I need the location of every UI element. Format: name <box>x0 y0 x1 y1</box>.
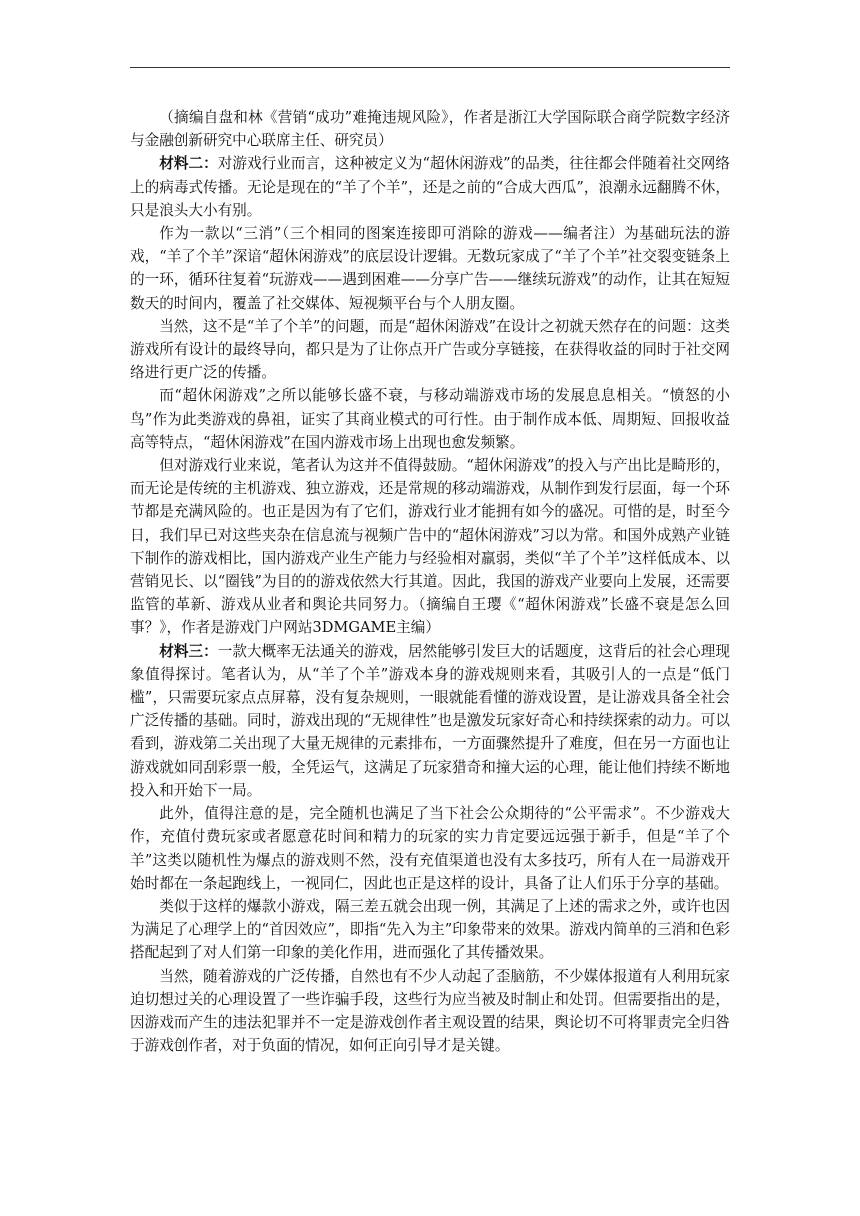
material-2-p1-text: 对游戏行业而言，这种被定义为“超休闲游戏”的品类，往往都会伴随着社交网络上的病毒式传播。无论是现在的“羊了个羊”，还是之前的“合成大西瓜”，浪潮永远翻腾不休，只是浪头大小有别。 <box>130 155 730 219</box>
material-2-paragraph-5: 但对游戏行业来说，笔者认为这并不值得鼓励。“超休闲游戏”的投入与产出比是畸形的，而无论是传统的主机游戏、独立游戏，还是常规的移动端游戏，从制作到发行层面，每一个环节都是充满风险的。也正是因为有了它们，游戏行业才能拥有如今的盛况。可惜的是，时至今日，我们早已对这些夹杂在信息流与视频广告中的“超休闲游戏”习以为常。和国外成熟产业链下制作的游戏相比，国内游戏产业生产能力与经验相对羸弱，类似“羊了个羊”这样低成本、以营销见长、以“圈钱”为目的的游戏依然大行其道。因此，我国的游戏产业要向上发展，还需要监管的革新、游戏从业者和舆论共同努力。（摘编自王璎《“超休闲游戏”长盛不衰是怎么回事？》，作者是游戏门户网站3DMGAME主编） <box>130 457 730 637</box>
material-3-label: 材料三： <box>159 642 218 660</box>
material-3-paragraph-3: 类似于这样的爆款小游戏，隔三差五就会出现一例，其满足了上述的需求之外，或许也因为满足了心理学上的“首因效应”，即指“先入为主”印象带来的效果。游戏内简单的三消和色彩搭配起到了对人们第一印象的美化作用，进而强化了其传播效果。 <box>130 897 730 962</box>
material-2-paragraph-2: 作为一款以“三消”（三个相同的图案连接即可消除的游戏——编者注）为基础玩法的游戏，“羊了个羊”深谙“超休闲游戏”的底层设计逻辑。无数玩家成了“羊了个羊”社交裂变链条上的一环，循环往复着“玩游戏——遇到困难——分享广告——继续玩游戏”的动作，让其在短短数天的时间内，覆盖了社交媒体、短视频平台与个人朋友圈。 <box>130 225 730 312</box>
material-3-p1-text: 一款大概率无法通关的游戏，居然能够引发巨大的话题度，这背后的社会心理现象值得探讨。笔者认为，从“羊了个羊”游戏本身的游戏规则来看，其吸引人的一点是“低门槛”，只需要玩家点点屏幕，没有复杂规则，一眼就能看懂的游戏设置，是让游戏具备全社会广泛传播的基础。同时，游戏出现的“无规律性”也是激发玩家好奇心和持续探索的动力。可以看到，游戏第二关出现了大量无规律的元素排布，一方面骤然提升了难度，但在另一方面也让游戏就如同刮彩票一般，全凭运气，这满足了玩家猎奇和撞大运的心理，能让他们持续不断地投入和开始下一局。 <box>130 642 730 799</box>
material-3-paragraph-2: 此外，值得注意的是，完全随机也满足了当下社会公众期待的“公平需求”。不少游戏大作，充值付费玩家或者愿意花时间和精力的玩家的实力肯定要远远强于新手，但是“羊了个羊”这类以随机性为爆点的游戏则不然，没有充值渠道也没有太多技巧，所有人在一局游戏开始时都在一条起跑线上，一视同仁，因此也正是这样的设计，具备了让人们乐于分享的基础。 <box>130 805 730 892</box>
material-2-label: 材料二： <box>159 155 218 173</box>
material-2-paragraph-4: 而“超休闲游戏”之所以能够长盛不衰，与移动端游戏市场的发展息息相关。“愤怒的小鸟”作为此类游戏的鼻祖，证实了其商业模式的可行性。由于制作成本低、周期短、回报收益高等特点，“超休闲游戏”在国内游戏市场上出现也愈发频繁。 <box>130 387 730 451</box>
source-note-1: （摘编自盘和林《营销“成功”难掩违规风险》，作者是浙江大学国际联合商学院数字经济与金融创新研究中心联席主任、研究员） <box>130 109 730 150</box>
article-body <box>130 106 730 1057</box>
header-rule <box>130 67 730 68</box>
material-2-paragraph-1 <box>130 152 730 222</box>
material-2-paragraph-3: 当然，这不是“羊了个羊”的问题，而是“超休闲游戏”在设计之初就天然存在的问题：这类游戏所有设计的最终导向，都只是为了让你点开广告或分享链接，在获得收益的同时于社交网络进行更广泛的传播。 <box>130 317 730 382</box>
material-3-paragraph-1 <box>130 640 730 802</box>
material-3-paragraph-4: 当然，随着游戏的广泛传播，自然也有不少人动起了歪脑筋，不少媒体报道有人利用玩家迫切想过关的心理设置了一些诈骗手段，这些行为应当被及时制止和处罚。但需要指出的是，因游戏而产生的违法犯罪并不一定是游戏创作者主观设置的结果，舆论切不可将罪责完全归咎于游戏创作者，对于负面的情况，如何正向引导才是关键。 <box>130 967 730 1055</box>
